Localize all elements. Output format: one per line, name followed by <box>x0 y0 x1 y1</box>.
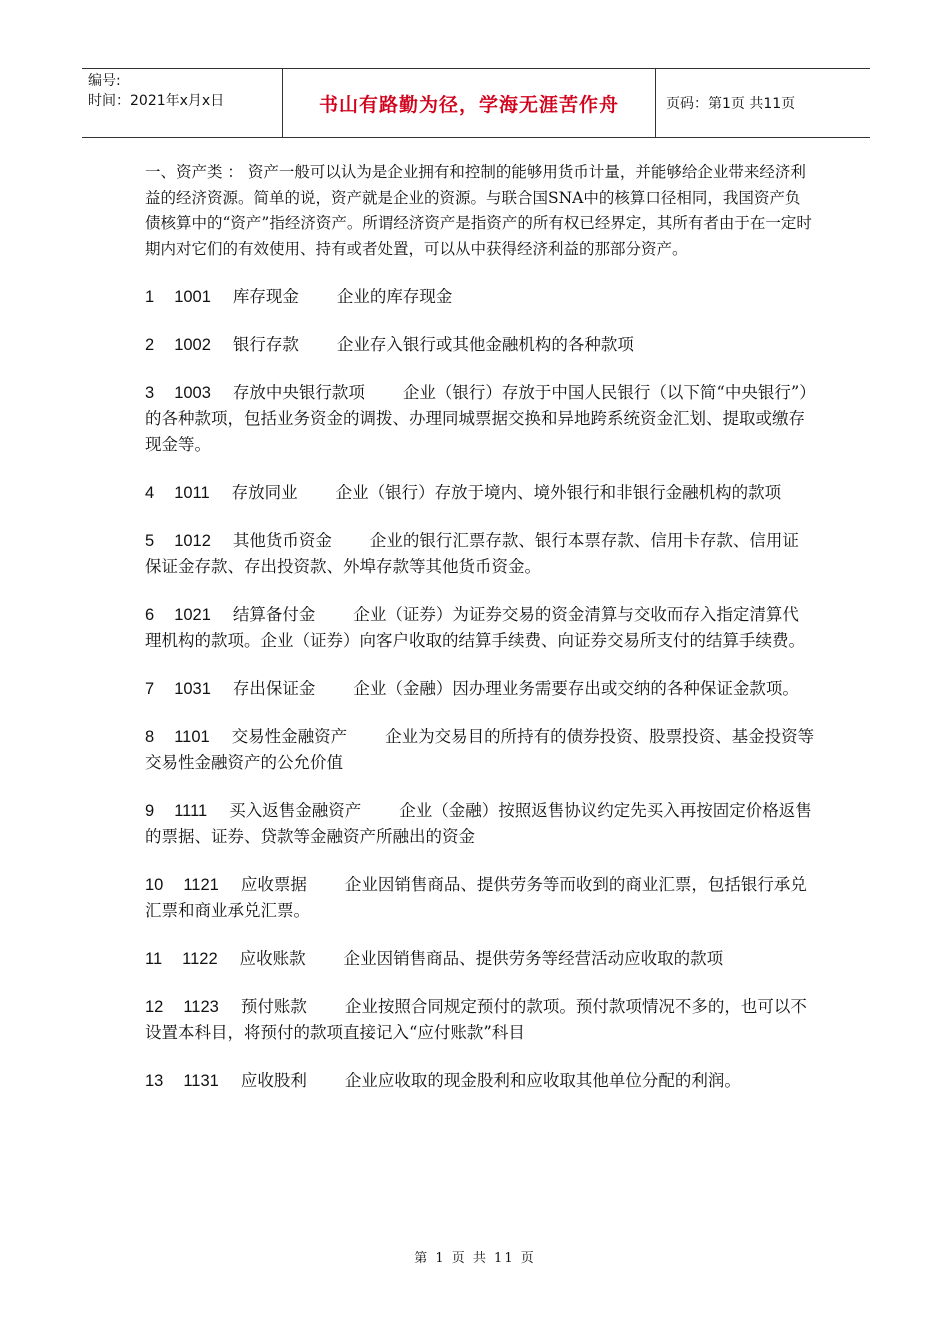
account-name: 存出保证金 <box>232 679 316 698</box>
account-code: 1021 <box>174 606 211 624</box>
account-code: 1111 <box>174 802 208 820</box>
account-name: 应收账款 <box>239 949 306 968</box>
header-meta <box>82 69 282 137</box>
entry-number: 1 <box>145 288 155 306</box>
account-name: 其他货币资金 <box>232 531 332 550</box>
account-description: 企业为交易目的所持有的债券投资、股票投资、基金投资等交易性金融资产的公允价值 <box>145 727 815 772</box>
account-entry <box>145 332 815 358</box>
account-description: 企业（金融）因办理业务需要存出或交纳的各种保证金款项。 <box>353 679 799 698</box>
account-description: 企业（金融）按照返售协议约定先买入再按固定价格返售的票据、证券、贷款等金融资产所融出的资金 <box>145 801 812 846</box>
account-name: 存放同业 <box>231 483 298 502</box>
account-entry <box>145 798 815 850</box>
account-entry <box>145 380 815 458</box>
account-description: 企业（证券）为证券交易的资金清算与交收而存入指定清算代理机构的款项。企业（证券）向客户收取的结算手续费、向证券交易所支付的结算手续费。 <box>145 605 805 650</box>
account-description: 企业的银行汇票存款、银行本票存款、信用卡存款、信用证保证金存款、存出投资款、外埠存款等其他货币资金。 <box>145 531 799 576</box>
account-name: 库存现金 <box>232 287 299 306</box>
page-footer: 第 1 页 共 11 页 <box>414 1251 536 1266</box>
account-entry <box>145 676 815 702</box>
account-description: 企业（银行）存放于中国人民银行（以下简“中央银行”）的各种款项，包括业务资金的调拨、办理同城票据交换和异地跨系统资金汇划、提取或缴存现金等。 <box>145 383 808 454</box>
account-name: 交易性金融资产 <box>231 727 348 746</box>
account-list <box>145 284 815 1094</box>
number-label: 编号: <box>88 73 121 89</box>
account-entry <box>145 480 815 506</box>
header-page-info: 页码：第1页 共11页 <box>666 96 796 112</box>
entry-number: 7 <box>145 680 155 698</box>
account-description: 企业存入银行或其他金融机构的各种款项 <box>336 335 634 354</box>
entry-number: 5 <box>145 532 155 550</box>
account-name: 买入返售金融资产 <box>229 801 362 820</box>
entry-number: 3 <box>145 384 155 402</box>
account-name: 应收股利 <box>240 1071 307 1090</box>
account-description: 企业的库存现金 <box>336 287 453 306</box>
account-description: 企业（银行）存放于境内、境外银行和非银行金融机构的款项 <box>335 483 782 502</box>
account-description: 企业因销售商品、提供劳务等经营活动应收取的款项 <box>343 949 724 968</box>
entry-number: 2 <box>145 336 155 354</box>
account-description: 企业按照合同规定预付的款项。预付款项情况不多的，也可以不设置本科目，将预付的款项直接记入“应付账款”科目 <box>145 997 807 1042</box>
account-code: 1011 <box>174 484 210 502</box>
page-header <box>82 68 870 138</box>
account-name: 结算备付金 <box>232 605 316 624</box>
account-code: 1031 <box>174 680 211 698</box>
account-entry <box>145 994 815 1046</box>
document-body <box>145 160 815 1116</box>
header-motto: 书山有路勤为径，学海无涯苦作舟 <box>282 69 656 137</box>
intro-paragraph: 一、资产类 ： 资产一般可以认为是企业拥有和控制的能够用货币计量，并能够给企业带来经济利益的经济资源。简单的说，资产就是企业的资源。与联合国SNA中的核算口径相同，我国资产负债核算中的“资产”指经济资产。所谓经济资产是指资产的所有权已经界定，其所有者由于在一定时期内对它们的有效使用、持有或者处置，可以从中获得经济利益的那部分资产。 <box>145 163 812 258</box>
time-label: 时间：2021年x月x日 <box>88 93 225 109</box>
account-code: 1101 <box>174 728 210 746</box>
account-entry <box>145 872 815 924</box>
account-code: 1131 <box>183 1072 219 1090</box>
account-entry <box>145 528 815 580</box>
account-code: 1123 <box>183 998 219 1016</box>
account-name: 银行存款 <box>232 335 299 354</box>
account-code: 1001 <box>174 288 211 306</box>
entry-number: 6 <box>145 606 155 624</box>
entry-number: 10 <box>145 876 164 894</box>
account-code: 1121 <box>183 876 219 894</box>
account-code: 1012 <box>174 532 211 550</box>
entry-number: 13 <box>145 1072 164 1090</box>
account-name: 应收票据 <box>240 875 307 894</box>
account-entry <box>145 1068 815 1094</box>
account-description: 企业因销售商品、提供劳务等而收到的商业汇票，包括银行承兑汇票和商业承兑汇票。 <box>145 875 807 920</box>
entry-number: 4 <box>145 484 155 502</box>
account-description: 企业应收取的现金股利和应收取其他单位分配的利润。 <box>344 1071 741 1090</box>
entry-number: 12 <box>145 998 164 1016</box>
account-entry <box>145 946 815 972</box>
account-entry <box>145 602 815 654</box>
entry-number: 11 <box>145 950 163 968</box>
account-entry <box>145 284 815 310</box>
account-entry <box>145 724 815 776</box>
account-code: 1002 <box>174 336 211 354</box>
account-name: 存放中央银行款项 <box>232 383 365 402</box>
entry-number: 8 <box>145 728 155 746</box>
account-code: 1003 <box>174 384 211 402</box>
account-code: 1122 <box>182 950 218 968</box>
account-name: 预付账款 <box>240 997 307 1016</box>
entry-number: 9 <box>145 802 155 820</box>
